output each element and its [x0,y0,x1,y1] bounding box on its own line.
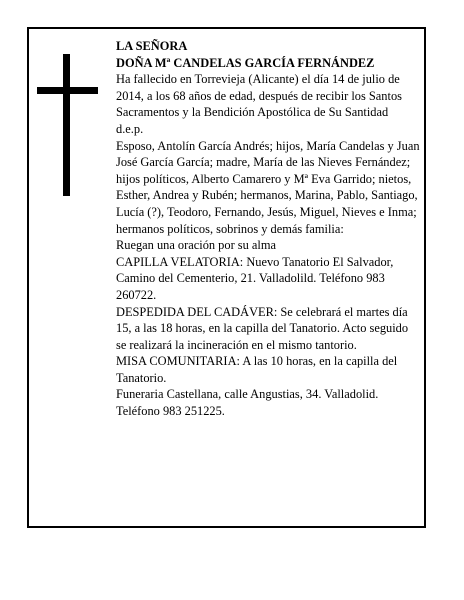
notice-title: LA SEÑORA [116,39,188,53]
cross-icon [63,54,70,196]
chapel-info: CAPILLA VELATORIA: Nuevo Tanatorio El Salvador, Camino del Cementerio, 21. Valladolild. Teléfono 983 260722. [116,254,394,302]
death-statement: Ha fallecido en Torrevieja (Alicante) el día 14 de julio de 2014, a los 68 años de edad, después de recibir los Santos Sacramentos y la Bendición Apostólica de Su Santidad [116,72,402,120]
mass-info: MISA COMUNITARIA: A las 10 horas, en la capilla del Tanatorio. [116,354,398,385]
dep-abbreviation: d.e.p. [116,121,144,136]
family-list: Esposo, Antolín García Andrés; hijos, María Candelas y Juan José García García; madre, María de las Nieves Fernández; hijos políticos, Alberto Camarero y Mª Eva Garrido; nietos, Esther, Andrea y Rubén; hermanos, Marina, Pablo, Santiago, Lucía (?), Teodoro, Fernando, Jesús, Miguel, Nieves e Inma; hermanos políticos, sobrinos y demás familia: [116,138,420,236]
obituary-text [116,38,420,420]
deceased-name: DOÑA Mª CANDELAS GARCÍA FERNÁNDEZ [116,55,375,70]
prayer-request: Ruegan una oración por su alma [116,238,276,253]
cross-icon-crossbar [37,87,98,94]
farewell-info: DESPEDIDA DEL CADÁVER: Se celebrará el martes día 15, a las 18 horas, en la capilla del Tanatorio. Acto seguido se realizará la incineración en el mismo tantorio. [116,304,409,352]
funeral-home-info: Funeraria Castellana, calle Angustias, 34. Valladolid. Teléfono 983 251225. [116,387,379,419]
